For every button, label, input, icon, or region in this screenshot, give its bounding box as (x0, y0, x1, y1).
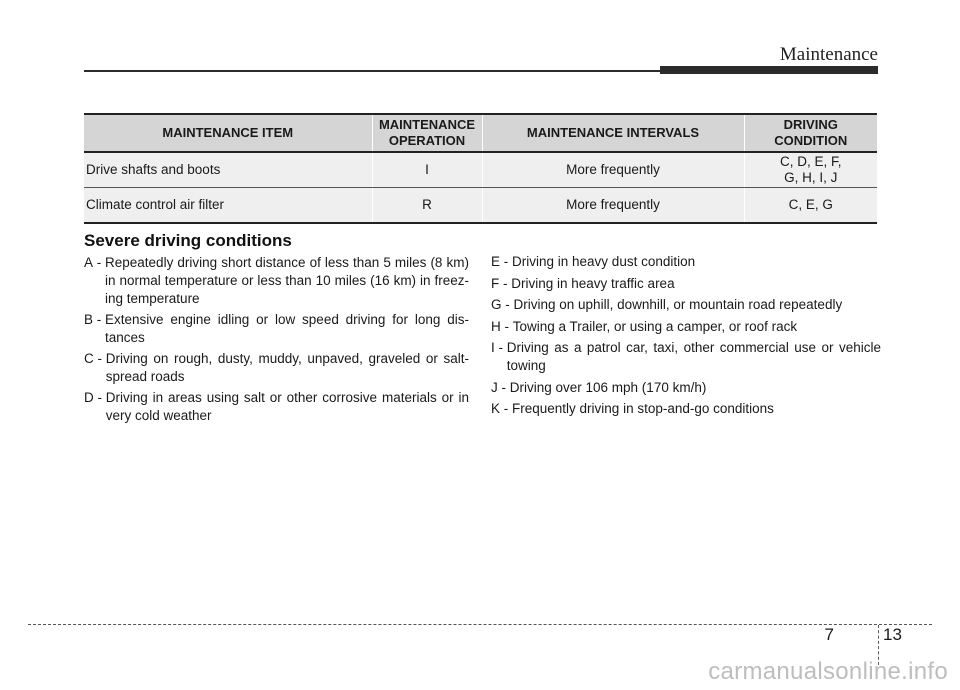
cell-item: Drive shafts and boots (84, 152, 372, 188)
header-rule-thin (84, 70, 660, 72)
cell-condition: C, D, E, F, G, H, I, J (744, 152, 877, 188)
table-row (84, 152, 877, 188)
condition-item: H - Towing a Trailer, or using a camper, or roof rack (491, 318, 881, 336)
cell-item: Climate control air filter (84, 188, 372, 224)
cell-interval: More frequently (482, 152, 744, 188)
condition-text: Repeatedly driving short distance of less than 5 miles (8 km) in normal temperature or less than 10 miles (16 km) in freez-ing temperature (105, 255, 469, 306)
severe-conditions-heading: Severe driving conditions (84, 231, 292, 250)
header-maintenance-operation: MAINTENANCE OPERATION (372, 114, 482, 152)
condition-item: J - Driving over 106 mph (170 km/h) (491, 379, 881, 397)
condition-item: E - Driving in heavy dust condition (491, 253, 881, 271)
condition-text: Driving on uphill, downhill, or mountain road repeatedly (513, 297, 843, 312)
condition-letter: F (491, 275, 500, 291)
cell-operation: R (372, 188, 482, 224)
condition-item: B - Extensive engine idling or low speed driving for long dis-tances (84, 312, 469, 345)
condition-item: C - Driving on rough, dusty, muddy, unpaved, graveled or salt-spread roads (84, 351, 469, 384)
conditions-left-column (84, 254, 469, 428)
condition-letter: G (491, 297, 502, 312)
table-header-row (84, 114, 877, 152)
condition-text: Extensive engine idling or low speed driving for long dis-tances (105, 312, 469, 345)
conditions-right-column (491, 253, 881, 422)
section-title: Maintenance (779, 44, 878, 65)
chapter-number: 7 (824, 625, 834, 644)
condition-item: G - Driving on uphill, downhill, or mountain road repeatedly (491, 296, 881, 314)
condition-text: Frequently driving in stop-and-go conditions (512, 401, 774, 416)
page-number-value: 13 (883, 625, 902, 644)
condition-letter: I (491, 340, 495, 355)
cell-condition: C, E, G (744, 188, 877, 224)
condition-letter: B (84, 312, 94, 327)
header-maintenance-intervals: MAINTENANCE INTERVALS (482, 114, 744, 152)
condition-letter: H (491, 318, 501, 334)
condition-item: I - Driving as a patrol car, taxi, other commercial use or vehicle towing (491, 340, 881, 373)
cell-operation: I (372, 152, 482, 188)
header-rule-thick (660, 66, 878, 74)
condition-text: Driving on rough, dusty, muddy, unpaved, graveled or salt-spread roads (105, 351, 469, 384)
condition-letter: K (491, 401, 501, 416)
condition-item: D - Driving in areas using salt or other corrosive materials or in very cold weather (84, 390, 469, 423)
condition-letter: A (84, 255, 94, 270)
condition-letter: E (491, 254, 501, 269)
condition-item: K - Frequently driving in stop-and-go conditions (491, 400, 881, 418)
condition-text: Towing a Trailer, or using a camper, or roof rack (512, 318, 798, 334)
condition-item: A - Repeatedly driving short distance of less than 5 miles (8 km) in normal temperature or less than 10 miles (16 km) in freez-ing temperature (84, 255, 469, 306)
condition-item: F - Driving in heavy traffic area (491, 275, 881, 293)
table-row (84, 188, 877, 224)
condition-letter: J (491, 379, 498, 395)
condition-text: Driving over 106 mph (170 km/h) (509, 379, 707, 395)
cell-interval: More frequently (482, 188, 744, 224)
condition-text: Driving as a patrol car, taxi, other commercial use or vehicle towing (506, 340, 881, 373)
condition-letter: D (84, 390, 94, 405)
maintenance-table (84, 113, 877, 224)
footer-dotted-line (28, 624, 932, 625)
condition-text: Driving in areas using salt or other corrosive materials or in very cold weather (105, 390, 469, 423)
condition-letter: C (84, 351, 94, 366)
condition-text: Driving in heavy dust condition (512, 254, 696, 269)
watermark: carmanualsonline.info (708, 658, 948, 685)
header-maintenance-item: MAINTENANCE ITEM (84, 114, 372, 152)
header-driving-condition: DRIVING CONDITION (744, 114, 877, 152)
condition-text: Driving in heavy traffic area (511, 275, 675, 291)
